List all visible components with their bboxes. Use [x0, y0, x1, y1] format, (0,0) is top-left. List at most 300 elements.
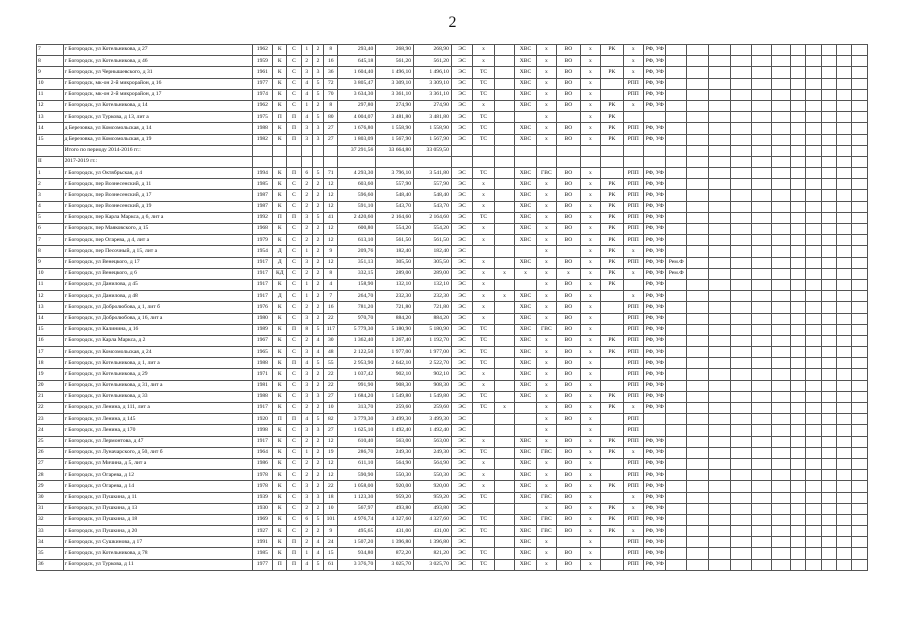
table-cell: [730, 470, 751, 481]
table-cell: 3: [301, 123, 312, 134]
table-cell: [806, 257, 821, 268]
table-cell: [821, 414, 836, 425]
table-cell: ВО: [557, 100, 581, 111]
table-cell: г Богородск, ул Ленина, д 111, лит а: [63, 403, 252, 414]
table-cell: ХВС: [515, 201, 536, 212]
table-cell: РПП: [623, 514, 643, 525]
table-cell: 543,70: [414, 201, 452, 212]
table-cell: [709, 268, 730, 279]
table-cell: х: [473, 458, 494, 469]
table-cell: ВО: [557, 436, 581, 447]
table-cell: [821, 67, 836, 78]
table-cell: [806, 324, 821, 335]
table-cell: [515, 503, 536, 514]
table-cell: ТС: [473, 212, 494, 223]
table-cell: х: [536, 112, 556, 123]
table-cell: 1986: [252, 458, 272, 469]
table-cell: [837, 514, 852, 525]
table-cell: [686, 89, 708, 100]
table-cell: [806, 156, 821, 167]
table-cell: РК: [601, 436, 623, 447]
table-cell: [771, 414, 790, 425]
table-cell: 493,80: [376, 503, 414, 514]
table-cell: [771, 559, 790, 570]
table-cell: ХВС: [515, 179, 536, 190]
table-cell: ТС: [473, 559, 494, 570]
table-cell: 8: [324, 268, 338, 279]
table-cell: х: [473, 369, 494, 380]
table-cell: ВО: [557, 78, 581, 89]
table-cell: [771, 313, 790, 324]
table-cell: [852, 100, 868, 111]
table-cell: ВО: [557, 168, 581, 179]
table-cell: ХВС: [515, 481, 536, 492]
table-cell: [852, 156, 868, 167]
table-cell: г Богородск, пер Карла Маркса, д 6, лит а: [63, 212, 252, 223]
table-cell: [686, 212, 708, 223]
table-cell: [806, 447, 821, 458]
table-cell: [601, 302, 623, 313]
table-cell: [837, 246, 852, 257]
table-cell: [494, 156, 514, 167]
table-row: [37, 89, 868, 100]
table-cell: [771, 436, 790, 447]
table-row: [37, 134, 868, 145]
table-cell: ХВС: [515, 537, 536, 548]
table-cell: х: [580, 559, 600, 570]
table-cell: ВО: [557, 313, 581, 324]
table-cell: 1: [37, 168, 64, 179]
table-cell: 1987: [252, 201, 272, 212]
table-cell: ХВС: [515, 212, 536, 223]
table-cell: [666, 279, 686, 290]
table-row: [37, 224, 868, 235]
table-cell: ЭС: [451, 212, 472, 223]
table-cell: [686, 458, 708, 469]
table-cell: С: [287, 279, 301, 290]
table-cell: [752, 324, 771, 335]
table-cell: 1988: [252, 391, 272, 402]
table-cell: ЭС: [451, 425, 472, 436]
table-cell: [752, 212, 771, 223]
table-cell: [494, 559, 514, 570]
table-cell: 33 059,50: [414, 145, 452, 156]
table-cell: ТС: [473, 335, 494, 346]
table-cell: [709, 302, 730, 313]
table-cell: [666, 514, 686, 525]
table-cell: х: [536, 559, 556, 570]
table-cell: [752, 492, 771, 503]
table-cell: [852, 123, 868, 134]
table-cell: 596,60: [338, 190, 376, 201]
table-cell: х: [623, 100, 643, 111]
table-cell: РК: [601, 391, 623, 402]
table-cell: ВО: [557, 391, 581, 402]
table-cell: РК: [601, 112, 623, 123]
table-cell: 4 293,30: [338, 168, 376, 179]
table-cell: [771, 112, 790, 123]
table-cell: [771, 145, 790, 156]
table-cell: ГВС: [536, 492, 556, 503]
table-cell: РФ, УФ: [643, 514, 665, 525]
table-cell: [821, 89, 836, 100]
table-cell: 1977: [252, 78, 272, 89]
table-cell: РФ, УФ: [643, 335, 665, 346]
table-cell: 22: [324, 313, 338, 324]
table-cell: г Богородск, ул Лермонтова, д 47: [63, 436, 252, 447]
table-cell: 557,90: [414, 179, 452, 190]
table-cell: 3: [301, 257, 312, 268]
table-cell: [771, 369, 790, 380]
table-cell: [806, 492, 821, 503]
table-cell: ЭС: [451, 481, 472, 492]
table-cell: РК: [601, 526, 623, 537]
table-cell: [287, 145, 301, 156]
table-cell: [791, 279, 806, 290]
table-cell: [686, 134, 708, 145]
table-cell: [686, 358, 708, 369]
table-cell: К: [273, 201, 287, 212]
table-cell: [643, 145, 665, 156]
table-cell: 4 327,60: [414, 514, 452, 525]
table-cell: [806, 246, 821, 257]
table-cell: [494, 257, 514, 268]
table-cell: [494, 190, 514, 201]
table-cell: ВО: [557, 481, 581, 492]
table-cell: [709, 156, 730, 167]
table-cell: РФ, УФ: [643, 235, 665, 246]
table-cell: [852, 313, 868, 324]
table-cell: РФ, УФ: [643, 78, 665, 89]
table-cell: [821, 291, 836, 302]
table-cell: ВО: [557, 302, 581, 313]
table-cell: ВО: [557, 279, 581, 290]
table-cell: ЭС: [451, 78, 472, 89]
table-cell: 1 058,00: [338, 481, 376, 492]
table-cell: [601, 425, 623, 436]
table-cell: [473, 425, 494, 436]
table-cell: 10: [37, 268, 64, 279]
table-cell: 561,20: [414, 56, 452, 67]
table-cell: С: [287, 526, 301, 537]
table-cell: РФ, УФ: [643, 190, 665, 201]
table-cell: 1964: [252, 447, 272, 458]
table-cell: 1 567,90: [376, 134, 414, 145]
table-cell: [601, 458, 623, 469]
table-cell: 1962: [252, 100, 272, 111]
table-cell: [709, 45, 730, 56]
table-cell: [852, 414, 868, 425]
table-cell: г Богородск, ул Карла Маркса, д 2: [63, 335, 252, 346]
table-row: [37, 45, 868, 56]
table-cell: [252, 145, 272, 156]
table-cell: РПП: [623, 380, 643, 391]
table-cell: [791, 380, 806, 391]
table-cell: 8: [324, 100, 338, 111]
table-cell: 35: [37, 548, 64, 559]
table-row: [37, 179, 868, 190]
table-cell: 3 025,70: [414, 559, 452, 570]
table-cell: х: [536, 414, 556, 425]
table-cell: [821, 78, 836, 89]
table-cell: К: [273, 335, 287, 346]
table-cell: [806, 100, 821, 111]
table-cell: 16: [324, 302, 338, 313]
table-cell: К: [273, 503, 287, 514]
table-cell: ТС: [473, 123, 494, 134]
table-cell: г Богородск, ул Котельникова, д 78: [63, 548, 252, 559]
table-cell: [752, 514, 771, 525]
table-cell: [494, 369, 514, 380]
table-row: [37, 347, 868, 358]
table-cell: [837, 224, 852, 235]
table-cell: х: [580, 235, 600, 246]
table-cell: РФ, УФ: [643, 447, 665, 458]
table-cell: 293,40: [338, 45, 376, 56]
table-cell: д Березовка, ул Комсомольская, д 19: [63, 134, 252, 145]
table-cell: х: [580, 190, 600, 201]
table-cell: [771, 403, 790, 414]
table-cell: 2: [312, 224, 323, 235]
table-cell: ВО: [557, 335, 581, 346]
table-cell: 1969: [252, 514, 272, 525]
table-cell: [771, 78, 790, 89]
table-cell: [494, 391, 514, 402]
table-cell: К: [273, 470, 287, 481]
table-cell: [666, 537, 686, 548]
table-cell: [852, 403, 868, 414]
table-cell: 2: [312, 481, 323, 492]
table-cell: [852, 279, 868, 290]
table-cell: ЭС: [451, 134, 472, 145]
table-cell: 3 796,10: [376, 168, 414, 179]
table-cell: х: [580, 514, 600, 525]
table-cell: [494, 436, 514, 447]
table-cell: [273, 156, 287, 167]
table-cell: х: [580, 369, 600, 380]
table-cell: [806, 470, 821, 481]
table-cell: [791, 470, 806, 481]
table-cell: П: [287, 123, 301, 134]
table-cell: [494, 302, 514, 313]
table-cell: 71: [324, 168, 338, 179]
table-cell: К: [273, 458, 287, 469]
table-cell: [473, 414, 494, 425]
table-cell: 12: [324, 235, 338, 246]
table-cell: РПП: [623, 436, 643, 447]
table-cell: [580, 145, 600, 156]
table-cell: [666, 559, 686, 570]
table-cell: ХВС: [515, 190, 536, 201]
table-cell: 2: [312, 100, 323, 111]
table-cell: [730, 380, 751, 391]
table-cell: 2: [312, 246, 323, 257]
table-cell: [494, 548, 514, 559]
table-cell: 1965: [252, 347, 272, 358]
table-cell: РК: [601, 201, 623, 212]
table-cell: [771, 391, 790, 402]
table-cell: [515, 425, 536, 436]
table-cell: [494, 235, 514, 246]
table-cell: 1 549,80: [376, 391, 414, 402]
table-cell: ХВС: [515, 369, 536, 380]
table-cell: х: [536, 347, 556, 358]
table-cell: 3: [312, 123, 323, 134]
table-cell: [821, 168, 836, 179]
table-cell: К: [273, 45, 287, 56]
table-cell: [752, 134, 771, 145]
table-cell: [771, 179, 790, 190]
table-cell: [821, 335, 836, 346]
table-cell: г Богородск, ул Котельникова, д 1, лит а: [63, 358, 252, 369]
table-cell: 2: [312, 447, 323, 458]
table-cell: [666, 100, 686, 111]
table-cell: РФ, УФ: [643, 45, 665, 56]
table-cell: С: [287, 447, 301, 458]
table-cell: 72: [324, 78, 338, 89]
table-cell: [837, 45, 852, 56]
table-cell: РК: [601, 190, 623, 201]
table-cell: [791, 347, 806, 358]
table-cell: РПП: [623, 235, 643, 246]
table-cell: ВО: [557, 56, 581, 67]
table-cell: РПП: [623, 559, 643, 570]
table-cell: ХВС: [515, 123, 536, 134]
table-cell: Итого по периоду 2014-2016 гг.:: [63, 145, 252, 156]
table-cell: [494, 179, 514, 190]
table-cell: ГВС: [536, 447, 556, 458]
table-cell: 3 309,10: [414, 78, 452, 89]
table-cell: [791, 190, 806, 201]
table-cell: [837, 89, 852, 100]
table-cell: 297,80: [338, 100, 376, 111]
table-cell: [752, 458, 771, 469]
table-cell: 1: [301, 291, 312, 302]
table-cell: [666, 179, 686, 190]
table-cell: К: [273, 168, 287, 179]
table-cell: [338, 156, 376, 167]
table-cell: 1939: [252, 492, 272, 503]
table-cell: [821, 481, 836, 492]
table-cell: х: [536, 436, 556, 447]
table-cell: [752, 447, 771, 458]
table-cell: ХВС: [515, 380, 536, 391]
table-cell: ЭС: [451, 89, 472, 100]
table-cell: х: [515, 268, 536, 279]
table-cell: [791, 45, 806, 56]
table-cell: х: [536, 335, 556, 346]
table-cell: [791, 481, 806, 492]
table-cell: 2 122,50: [338, 347, 376, 358]
table-cell: 561,20: [376, 56, 414, 67]
table-cell: РФ, УФ: [643, 458, 665, 469]
table-cell: 2 164,60: [376, 212, 414, 223]
table-cell: [752, 358, 771, 369]
table-cell: 3 361,10: [376, 89, 414, 100]
table-cell: х: [580, 313, 600, 324]
table-cell: К: [273, 313, 287, 324]
table-row: [37, 201, 868, 212]
table-cell: [686, 559, 708, 570]
table-row: [37, 168, 868, 179]
table-cell: [821, 56, 836, 67]
table-cell: ВО: [557, 347, 581, 358]
table-cell: [709, 78, 730, 89]
table-cell: 3: [301, 380, 312, 391]
table-cell: РК: [601, 514, 623, 525]
table-cell: д Березовка, ул Комсомольская, д 14: [63, 123, 252, 134]
table-row: [37, 403, 868, 414]
table-cell: [730, 291, 751, 302]
table-cell: Д: [273, 291, 287, 302]
table-cell: С: [287, 492, 301, 503]
table-cell: ЭС: [451, 559, 472, 570]
table-cell: [806, 403, 821, 414]
table-cell: [709, 224, 730, 235]
table-cell: РПП: [623, 458, 643, 469]
table-cell: 550,30: [376, 470, 414, 481]
table-cell: РФ, УФ: [643, 347, 665, 358]
table-cell: РПП: [623, 190, 643, 201]
table-cell: [494, 145, 514, 156]
table-cell: 2: [301, 537, 312, 548]
table-cell: ТС: [473, 324, 494, 335]
table-cell: ХВС: [515, 45, 536, 56]
table-cell: [666, 145, 686, 156]
table-cell: [666, 190, 686, 201]
table-cell: 3 361,10: [414, 89, 452, 100]
table-cell: К: [273, 481, 287, 492]
table-cell: [821, 112, 836, 123]
table-cell: [515, 414, 536, 425]
table-cell: 1: [301, 279, 312, 290]
table-cell: [771, 134, 790, 145]
table-cell: [515, 112, 536, 123]
table-cell: [666, 291, 686, 302]
table-cell: х: [494, 291, 514, 302]
table-cell: [852, 179, 868, 190]
table-cell: [494, 324, 514, 335]
table-cell: [806, 212, 821, 223]
table-cell: [821, 100, 836, 111]
table-cell: 884,20: [376, 313, 414, 324]
table-cell: 1: [301, 100, 312, 111]
table-cell: [852, 190, 868, 201]
table-cell: ТС: [473, 112, 494, 123]
table-cell: х: [473, 313, 494, 324]
table-cell: 1 496,10: [414, 67, 452, 78]
table-cell: г Богородск, ул Котельникова, д 31, лит а: [63, 380, 252, 391]
table-cell: [686, 335, 708, 346]
table-cell: ВО: [557, 514, 581, 525]
table-cell: ХВС: [515, 291, 536, 302]
table-cell: [791, 212, 806, 223]
table-cell: П: [287, 324, 301, 335]
table-cell: 19: [324, 447, 338, 458]
table-cell: 24: [324, 537, 338, 548]
table-cell: П: [287, 212, 301, 223]
table-cell: [580, 156, 600, 167]
table-cell: 14: [37, 313, 64, 324]
table-cell: [601, 559, 623, 570]
table-cell: х: [494, 268, 514, 279]
table-cell: 289,00: [414, 268, 452, 279]
table-cell: [494, 279, 514, 290]
table-cell: [730, 201, 751, 212]
table-cell: [852, 112, 868, 123]
table-cell: [730, 179, 751, 190]
table-cell: [730, 514, 751, 525]
